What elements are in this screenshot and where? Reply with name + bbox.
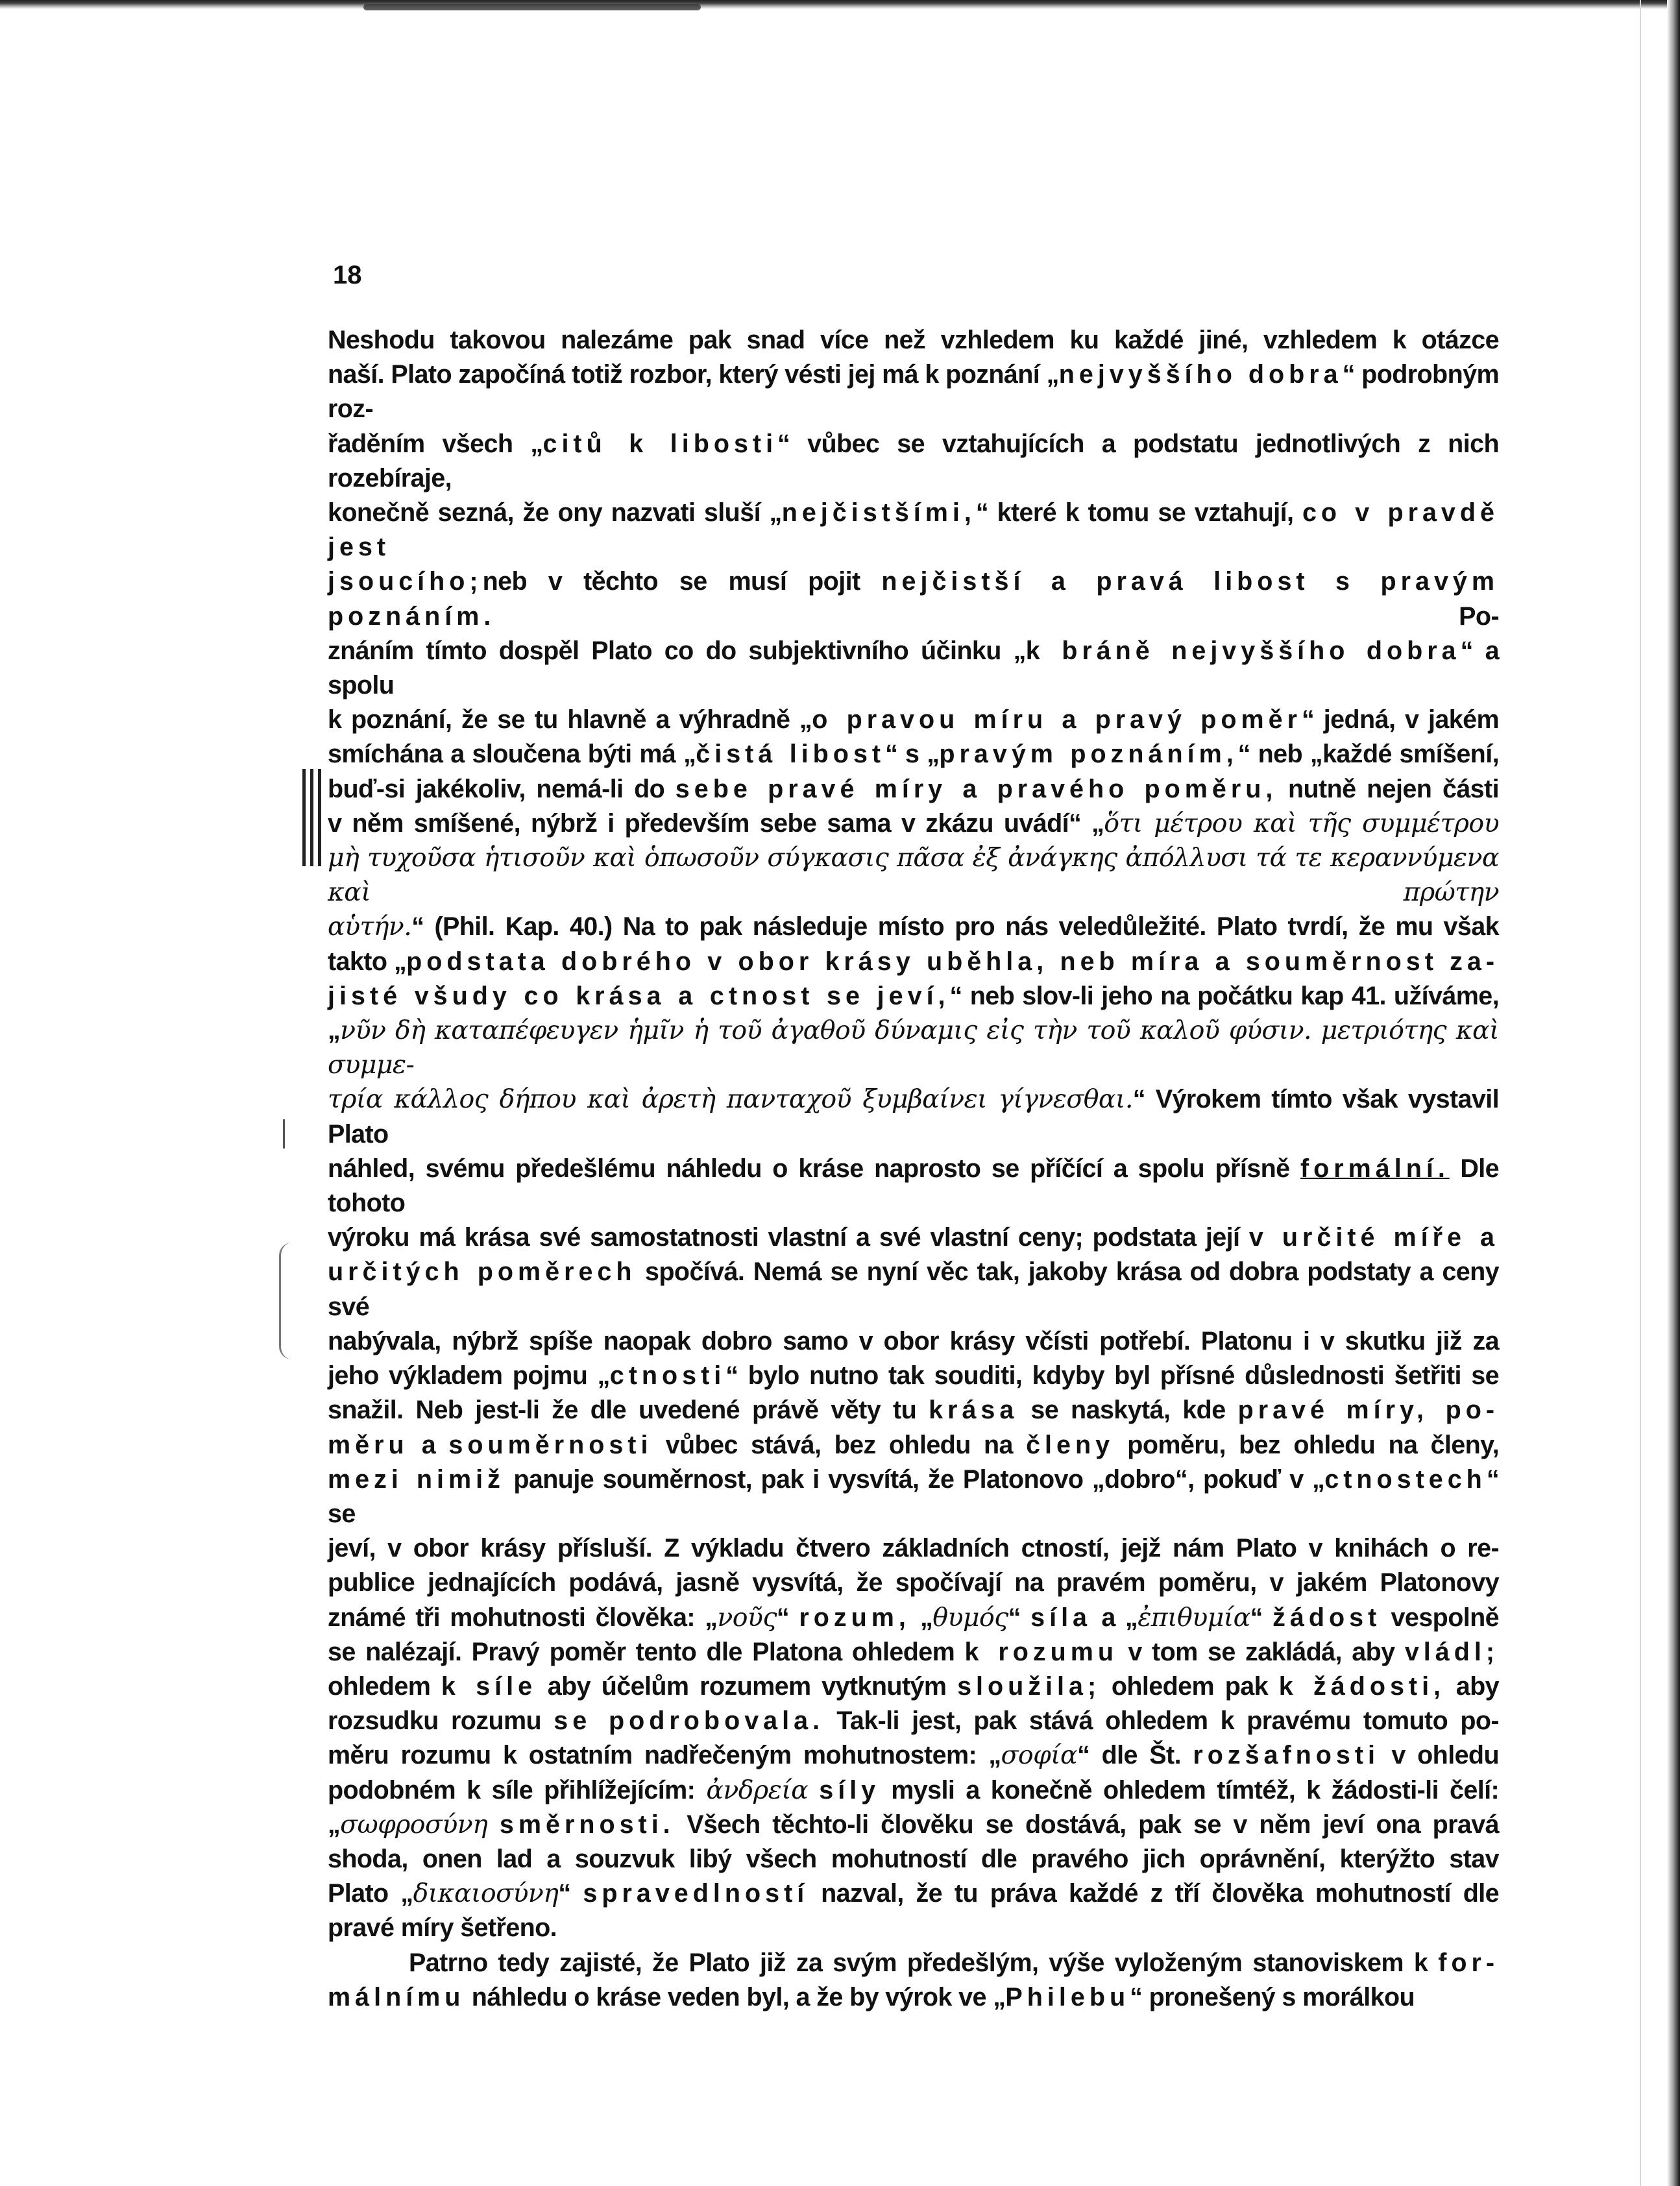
scan-page-edge	[1640, 0, 1641, 2186]
text-run: v něm smíšené, nýbrž i především sebe sama v zkázu uvádí“ „	[328, 808, 1104, 838]
emphasized-text: rozšafnosti	[1193, 1741, 1380, 1770]
emphasized-text: členy	[1026, 1430, 1115, 1459]
emphasized-text: pravým poznáním,	[939, 740, 1238, 769]
text-run: “ a spolu	[328, 636, 1499, 700]
emphasized-text: síla	[1030, 1603, 1092, 1632]
emphasized-text: jsoucího;	[328, 567, 483, 596]
emphasized-text: čistá libost	[696, 740, 886, 769]
text-run: “	[1008, 1603, 1031, 1632]
emphasized-text: se podrobovala.	[554, 1706, 825, 1736]
text-run: a „	[1091, 1603, 1138, 1632]
text-line	[328, 634, 1499, 703]
emphasized-text: vládl;	[1404, 1637, 1500, 1666]
emphasized-text: málnímu	[328, 1982, 465, 2011]
emphasized-text: nejčistšími,	[781, 498, 976, 528]
emphasized-text: pravé míry, po-	[1237, 1396, 1500, 1425]
text-run: panuje souměrnost, pak i vysvítá, že Platonovo „dobro“, pokuď v „	[504, 1464, 1325, 1494]
emphasized-text: v určité míře a	[1248, 1223, 1500, 1252]
text-line	[328, 1980, 1499, 2015]
text-run: takto „	[328, 947, 407, 976]
emphasized-text: žádost	[1272, 1603, 1382, 1632]
text-line	[328, 1808, 1499, 1842]
greek-text: τρία κάλλος δήπου καὶ ἀρετὴ πανταχοῦ ξυμβαίνει γίγνεσθαι.	[328, 1084, 1133, 1115]
emphasized-text: souměrnosti	[448, 1430, 653, 1459]
text-run: “ jedná, v jakém	[1301, 705, 1499, 735]
text-run: pravé míry šetřeno.	[328, 1913, 557, 1943]
text-run: smíchána a sloučena býti má „	[328, 740, 696, 769]
text-run: vespolně	[1381, 1603, 1499, 1632]
text-run: Tak-li jest, pak stává ohledem k pravému tomuto po-	[824, 1706, 1499, 1736]
text-run: „	[328, 1810, 341, 1839]
text-line	[328, 1428, 1499, 1463]
text-run	[808, 1776, 819, 1804]
emphasized-text: nejčistší a pravá libost s pravým poznáním.	[328, 567, 1499, 631]
text-run: známé tři mohutnosti člověka: „	[328, 1603, 718, 1632]
scan-smudge	[363, 4, 701, 10]
text-run: jeho výkladem pojmu „	[328, 1361, 610, 1391]
emphasized-text: sebe pravé míry a pravého poměru,	[675, 774, 1278, 803]
text-run: Dle tohoto	[328, 1154, 1499, 1218]
scan-right-edge	[1667, 0, 1680, 2186]
text-run: v tom se zakládá, aby	[1118, 1637, 1405, 1666]
text-run: jeví, v obor krásy přísluší. Z výkladu čtvero základních ctností, jejž nám Plato v knihách o re-	[328, 1534, 1499, 1563]
text-run	[487, 1810, 500, 1839]
text-run: znáním tímto dospěl Plato co do subjektivního účinku „	[328, 636, 1026, 665]
text-line	[328, 737, 1499, 771]
text-line	[328, 1324, 1499, 1359]
emphasized-text: podstata dobrého v obor krásy uběhla, neb míra a souměrnost za-	[406, 947, 1499, 976]
greek-text: δικαιοσύνη	[413, 1878, 559, 1909]
text-run: k poznání, že se tu hlavně a výhradně „	[328, 705, 812, 735]
margin-bracket	[279, 1243, 294, 1359]
text-line	[328, 1221, 1499, 1255]
text-run: výroku má krása své samostatnosti vlastní a své vlastní ceny; podstata její	[328, 1223, 1249, 1252]
emphasized-text: rozum,	[799, 1603, 910, 1632]
text-run: naší. Plato započíná totiž rozbor, který vésti jej má k poznání „	[328, 360, 1059, 389]
emphasized-text: for-	[1438, 1948, 1499, 1977]
text-line	[328, 427, 1499, 496]
text-line	[328, 1014, 1499, 1082]
text-run: se nalézají. Pravý poměr tento dle Platona ohledem	[328, 1637, 965, 1666]
text-run: konečně sezná, že ony nazvati sluší „	[328, 498, 782, 528]
text-run: ohledem	[328, 1671, 441, 1701]
text-line	[328, 1463, 1499, 1531]
greek-text: ἐπιθυμία	[1138, 1602, 1250, 1633]
text-line	[328, 1635, 1499, 1670]
text-line	[328, 910, 1499, 944]
emphasized-text: k bráně nejvyššího dobra	[1025, 636, 1461, 665]
text-run: vůbec stává, bez ohledu na	[652, 1430, 1027, 1459]
text-run: “ bylo nutno tak souditi, kdyby byl přísné důslednosti šetřiti se	[725, 1361, 1499, 1391]
text-line	[328, 1531, 1499, 1566]
text-line	[328, 945, 1499, 979]
text-run: nabývala, nýbrž spíše naopak dobro samo v obor krásy včísti potřebí. Platonu i v skutku již za	[328, 1326, 1499, 1355]
text-line	[328, 1738, 1499, 1773]
text-run: Neshodu takovou nalezáme pak snad více než vzhledem ku každé jiné, vzhledem k otázce	[328, 326, 1499, 354]
emphasized-text: k rozumu	[964, 1637, 1118, 1666]
emphasized-text: formální.	[1300, 1154, 1450, 1183]
text-line	[328, 1601, 1499, 1635]
text-line	[328, 565, 1499, 633]
text-line	[328, 1876, 1499, 1911]
text-run: řaděním všech „	[328, 429, 543, 458]
text-run: snažil. Neb jest-li že dle uvedené právě věty tu	[328, 1396, 929, 1425]
text-run: shoda, onen lad a souzvuk libý všech mohutností dle pravého jich oprávnění, kterýžto stav	[328, 1844, 1499, 1873]
greek-text: θυμός	[932, 1602, 1008, 1633]
emphasized-text: ctnosti	[609, 1361, 726, 1391]
text-run: “ Výrokem tímto však vystavil Plato	[328, 1085, 1499, 1148]
emphasized-text: k žádosti,	[1278, 1671, 1446, 1701]
emphasized-text: o pravou míru a pravý poměr	[812, 705, 1302, 735]
text-line	[328, 772, 1499, 807]
text-run: Patrno tedy zajisté, že Plato již za svým předešlým, výše vyloženým stanoviskem k	[409, 1948, 1439, 1977]
text-run: aby	[1445, 1671, 1500, 1701]
emphasized-text: směrnosti.	[499, 1810, 675, 1839]
text-run: spočívá. Nemá se nyní věc tak, jakoby krása od dobra podstaty a ceny své	[328, 1257, 1499, 1321]
greek-text: νοῦς	[717, 1602, 777, 1633]
emphasized-text: nejvyššího dobra	[1058, 360, 1343, 389]
greek-text: νῦν δὴ καταπέφευγεν ἡμῖν ἡ τοῦ ἀγαθοῦ δύναμις εἰς τὴν τοῦ καλοῦ φύσιν. μετριότης καὶ συμμε-	[328, 1015, 1499, 1080]
margin-marking	[283, 1119, 285, 1148]
emphasized-text: sloužila;	[957, 1671, 1101, 1701]
text-run: “ neb „každé smíšení,	[1237, 740, 1499, 769]
text-line	[328, 1946, 1499, 1980]
text-line	[328, 1670, 1499, 1704]
greek-text: ἀνδρεία	[706, 1775, 809, 1805]
text-run: měru rozumu k ostatním nadřečeným mohutnostem: „	[328, 1741, 1001, 1770]
text-line	[328, 1566, 1499, 1600]
text-run: náhled, svému předešlému náhledu o kráse naprosto se příčící a spolu přísně	[328, 1154, 1300, 1183]
text-run: “ s „	[885, 740, 940, 769]
emphasized-text: krása	[929, 1396, 1019, 1425]
text-run: “ které k tomu se vztahují,	[975, 498, 1302, 528]
text-run: poměru, bez ohledu na členy,	[1114, 1430, 1499, 1459]
text-run: “	[1250, 1603, 1273, 1632]
text-line	[328, 1082, 1499, 1151]
text-run: “	[776, 1603, 799, 1632]
text-run: “ podrobným roz-	[328, 360, 1499, 424]
emphasized-text: spravedlností	[583, 1879, 809, 1908]
text-run: aby účelům rozumem vytknutým	[537, 1671, 958, 1701]
text-run: “ vůbec se vztahujících a podstatu jednotlivých z nich rozebíraje,	[328, 429, 1499, 492]
text-run: neb v těchto se musí pojit	[482, 567, 882, 596]
text-run: Všech těchto-li člověku se dostává, pak se v něm jeví ona pravá	[674, 1810, 1499, 1839]
text-line	[328, 979, 1499, 1014]
text-line	[328, 358, 1499, 426]
text-line	[328, 1152, 1499, 1221]
text-run: publice jednajících podává, jasně vysvítá, že spočívají na pravém poměru, v jakém Platonovy	[328, 1568, 1499, 1597]
text-run: “ dle Št.	[1077, 1741, 1193, 1770]
emphasized-text: k síle	[441, 1671, 537, 1701]
text-run: v ohledu	[1380, 1741, 1499, 1770]
text-run: mysli a konečně ohledem tímtéž, k žádosti-li čelí:	[880, 1775, 1499, 1804]
text-run: “ pronešený s morálkou	[1130, 1982, 1415, 2011]
text-run: Po-	[495, 601, 1499, 631]
text-run: “	[558, 1879, 583, 1908]
text-run: “ se	[328, 1464, 1499, 1528]
text-run: ohledem pak	[1101, 1671, 1279, 1701]
greek-text: σωφροσύνη	[340, 1809, 488, 1840]
text-line	[328, 1842, 1499, 1876]
text-line	[328, 323, 1499, 358]
text-run: Plato „	[328, 1879, 413, 1908]
text-run: “ (Phil. Kap. 40.) Na to pak následuje místo pro nás veledůležité. Plato tvrdí, že mu však	[411, 912, 1499, 941]
text-line	[328, 807, 1499, 841]
emphasized-text: měru	[328, 1430, 409, 1459]
text-run: a	[408, 1430, 449, 1459]
text-run: „	[328, 1016, 341, 1045]
page-number: 18	[333, 261, 362, 289]
greek-text: αὑτήν.	[328, 912, 412, 942]
text-run: podobném k síle přihlížejícím:	[328, 1775, 707, 1804]
text-line	[328, 1255, 1499, 1324]
greek-text: μὴ τυχοῦσα ἡτισοῦν καὶ ὁπωσοῦν σύγκασις πᾶσα ἐξ ἀνάγκης ἀπόλλυσι τά τε κεραννύμενα καὶ πρώτην	[328, 843, 1499, 908]
text-line	[328, 1393, 1499, 1427]
greek-text: σοφία	[1001, 1740, 1078, 1771]
text-run: rozsudku rozumu	[328, 1706, 554, 1736]
text-run: „	[910, 1603, 933, 1632]
text-run: se naskytá, kde	[1018, 1396, 1238, 1425]
body-text	[328, 323, 1499, 2015]
text-line	[328, 1773, 1499, 1808]
text-run: buď-si jakékoliv, nemá-li do	[328, 774, 676, 803]
emphasized-text: citů k libosti	[542, 429, 778, 458]
emphasized-text: Philebu	[1005, 1982, 1130, 2011]
greek-text: ὅτι μέτρου καὶ τῆς συμμέτρου	[1104, 808, 1499, 838]
text-line	[328, 1359, 1499, 1393]
text-run: náhledu o kráse veden byl, a že by výrok ve „	[465, 1982, 1006, 2011]
emphasized-text: síly	[819, 1775, 881, 1804]
scan-top-edge	[0, 0, 1680, 9]
text-line	[328, 703, 1499, 737]
emphasized-text: ctnostech	[1324, 1464, 1487, 1494]
text-run: nutně nejen části	[1277, 774, 1499, 803]
text-line	[328, 1704, 1499, 1738]
text-line	[328, 496, 1499, 565]
emphasized-text: určitých poměrech	[328, 1257, 637, 1287]
emphasized-text: mezi nimiž	[328, 1464, 505, 1494]
text-run: “ neb slov-li jeho na počátku kap 41. užíváme,	[949, 981, 1499, 1010]
text-line	[328, 1911, 1499, 1945]
text-line	[328, 841, 1499, 910]
text-run: nazval, že tu práva každé z tří člověka mohutností dle	[809, 1879, 1499, 1908]
emphasized-text: jisté všudy co krása a ctnost se jeví,	[328, 981, 950, 1010]
emphasized-text: co v pravdě jest	[328, 498, 1499, 562]
